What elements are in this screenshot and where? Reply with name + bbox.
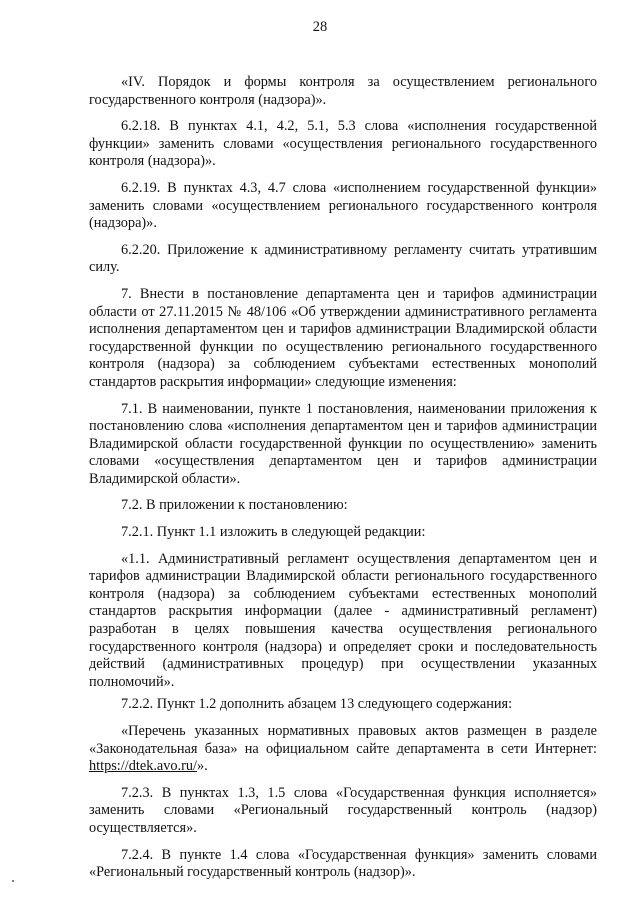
page-number: 28 — [312, 19, 328, 35]
paragraph-normative-acts-text: «Перечень указанных нормативных правовых актов размещен в разделе «Законодательная база» на официальном сайте департамента в сети Интернет: — [89, 723, 597, 757]
paragraph-7-2-4: 7.2.4. В пункте 1.4 слова «Государственная функция» заменить словами «Региональный государственный контроль (надзор)». — [89, 846, 597, 881]
paragraph-1-1-quote: «1.1. Административный регламент осуществления департаментом цен и тарифов администрации Владимирской области регионального государственного контроля (надзора) за соблюдением субъектами естественных монополий стандартов раскрытия информации (далее - административный регламент) разработан в целях повышения качества осуществления регионального государственного контроля (надзора) и определяет сроки и последовательность действий (административных процедур) при осуществлении указанных полномочий». — [89, 550, 597, 690]
paragraph-7-2-2: 7.2.2. Пункт 1.2 дополнить абзацем 13 следующего содержания: — [121, 696, 513, 713]
paragraph-normative-acts — [89, 723, 597, 776]
paragraph-6-2-20: 6.2.20. Приложение к административному регламенту считать утратившим силу. — [89, 241, 597, 276]
paragraph-6-2-18: 6.2.18. В пунктах 4.1, 4.2, 5.1, 5.3 слова «исполнения государственной функции» заменить словами «осуществления регионального государственного контроля (надзора)». — [89, 118, 597, 170]
paragraph-7-1: 7.1. В наименовании, пункте 1 постановления, наименовании приложения к постановлению слова «исполнения департаментом цен и тарифов администрации Владимирской области государственной функции по осуществлению» заменить словами «осуществления департаментом цен и тарифов администрации Владимирской области». — [89, 400, 597, 487]
dtek-website-link[interactable]: https://dtek.avo.ru/ — [89, 758, 198, 775]
scan-speck — [12, 880, 14, 882]
document-body — [89, 74, 597, 891]
paragraph-7: 7. Внести в постановление департамента цен и тарифов администрации области от 27.11.2015 № 48/106 «Об утверждении административного регламента исполнения департаментом цен и тарифов администрации Владимирской области государственной функции по осуществлению регионального государственного контроля (надзора) за соблюдением субъектами естественных монополий стандартов раскрытия информации» следующие изменения: — [89, 285, 597, 390]
paragraph-section-iv-heading: «IV. Порядок и формы контроля за осуществлением регионального государственного контроля (надзора)». — [89, 74, 597, 108]
paragraph-6-2-19: 6.2.19. В пунктах 4.3, 4.7 слова «исполнением государственной функции» заменить словами «осуществлением регионального государственного контроля (надзора)». — [89, 179, 597, 232]
paragraph-7-2: 7.2. В приложении к постановлению: — [121, 497, 348, 514]
paragraph-7-2-1: 7.2.1. Пункт 1.1 изложить в следующей редакции: — [121, 524, 426, 541]
paragraph-7-2-3: 7.2.3. В пунктах 1.3, 1.5 слова «Государственная функция исполняется» заменить словами «Региональный государственный контроль (надзор) осуществляется». — [89, 784, 597, 836]
paragraph-normative-acts-end: ». — [197, 758, 208, 775]
